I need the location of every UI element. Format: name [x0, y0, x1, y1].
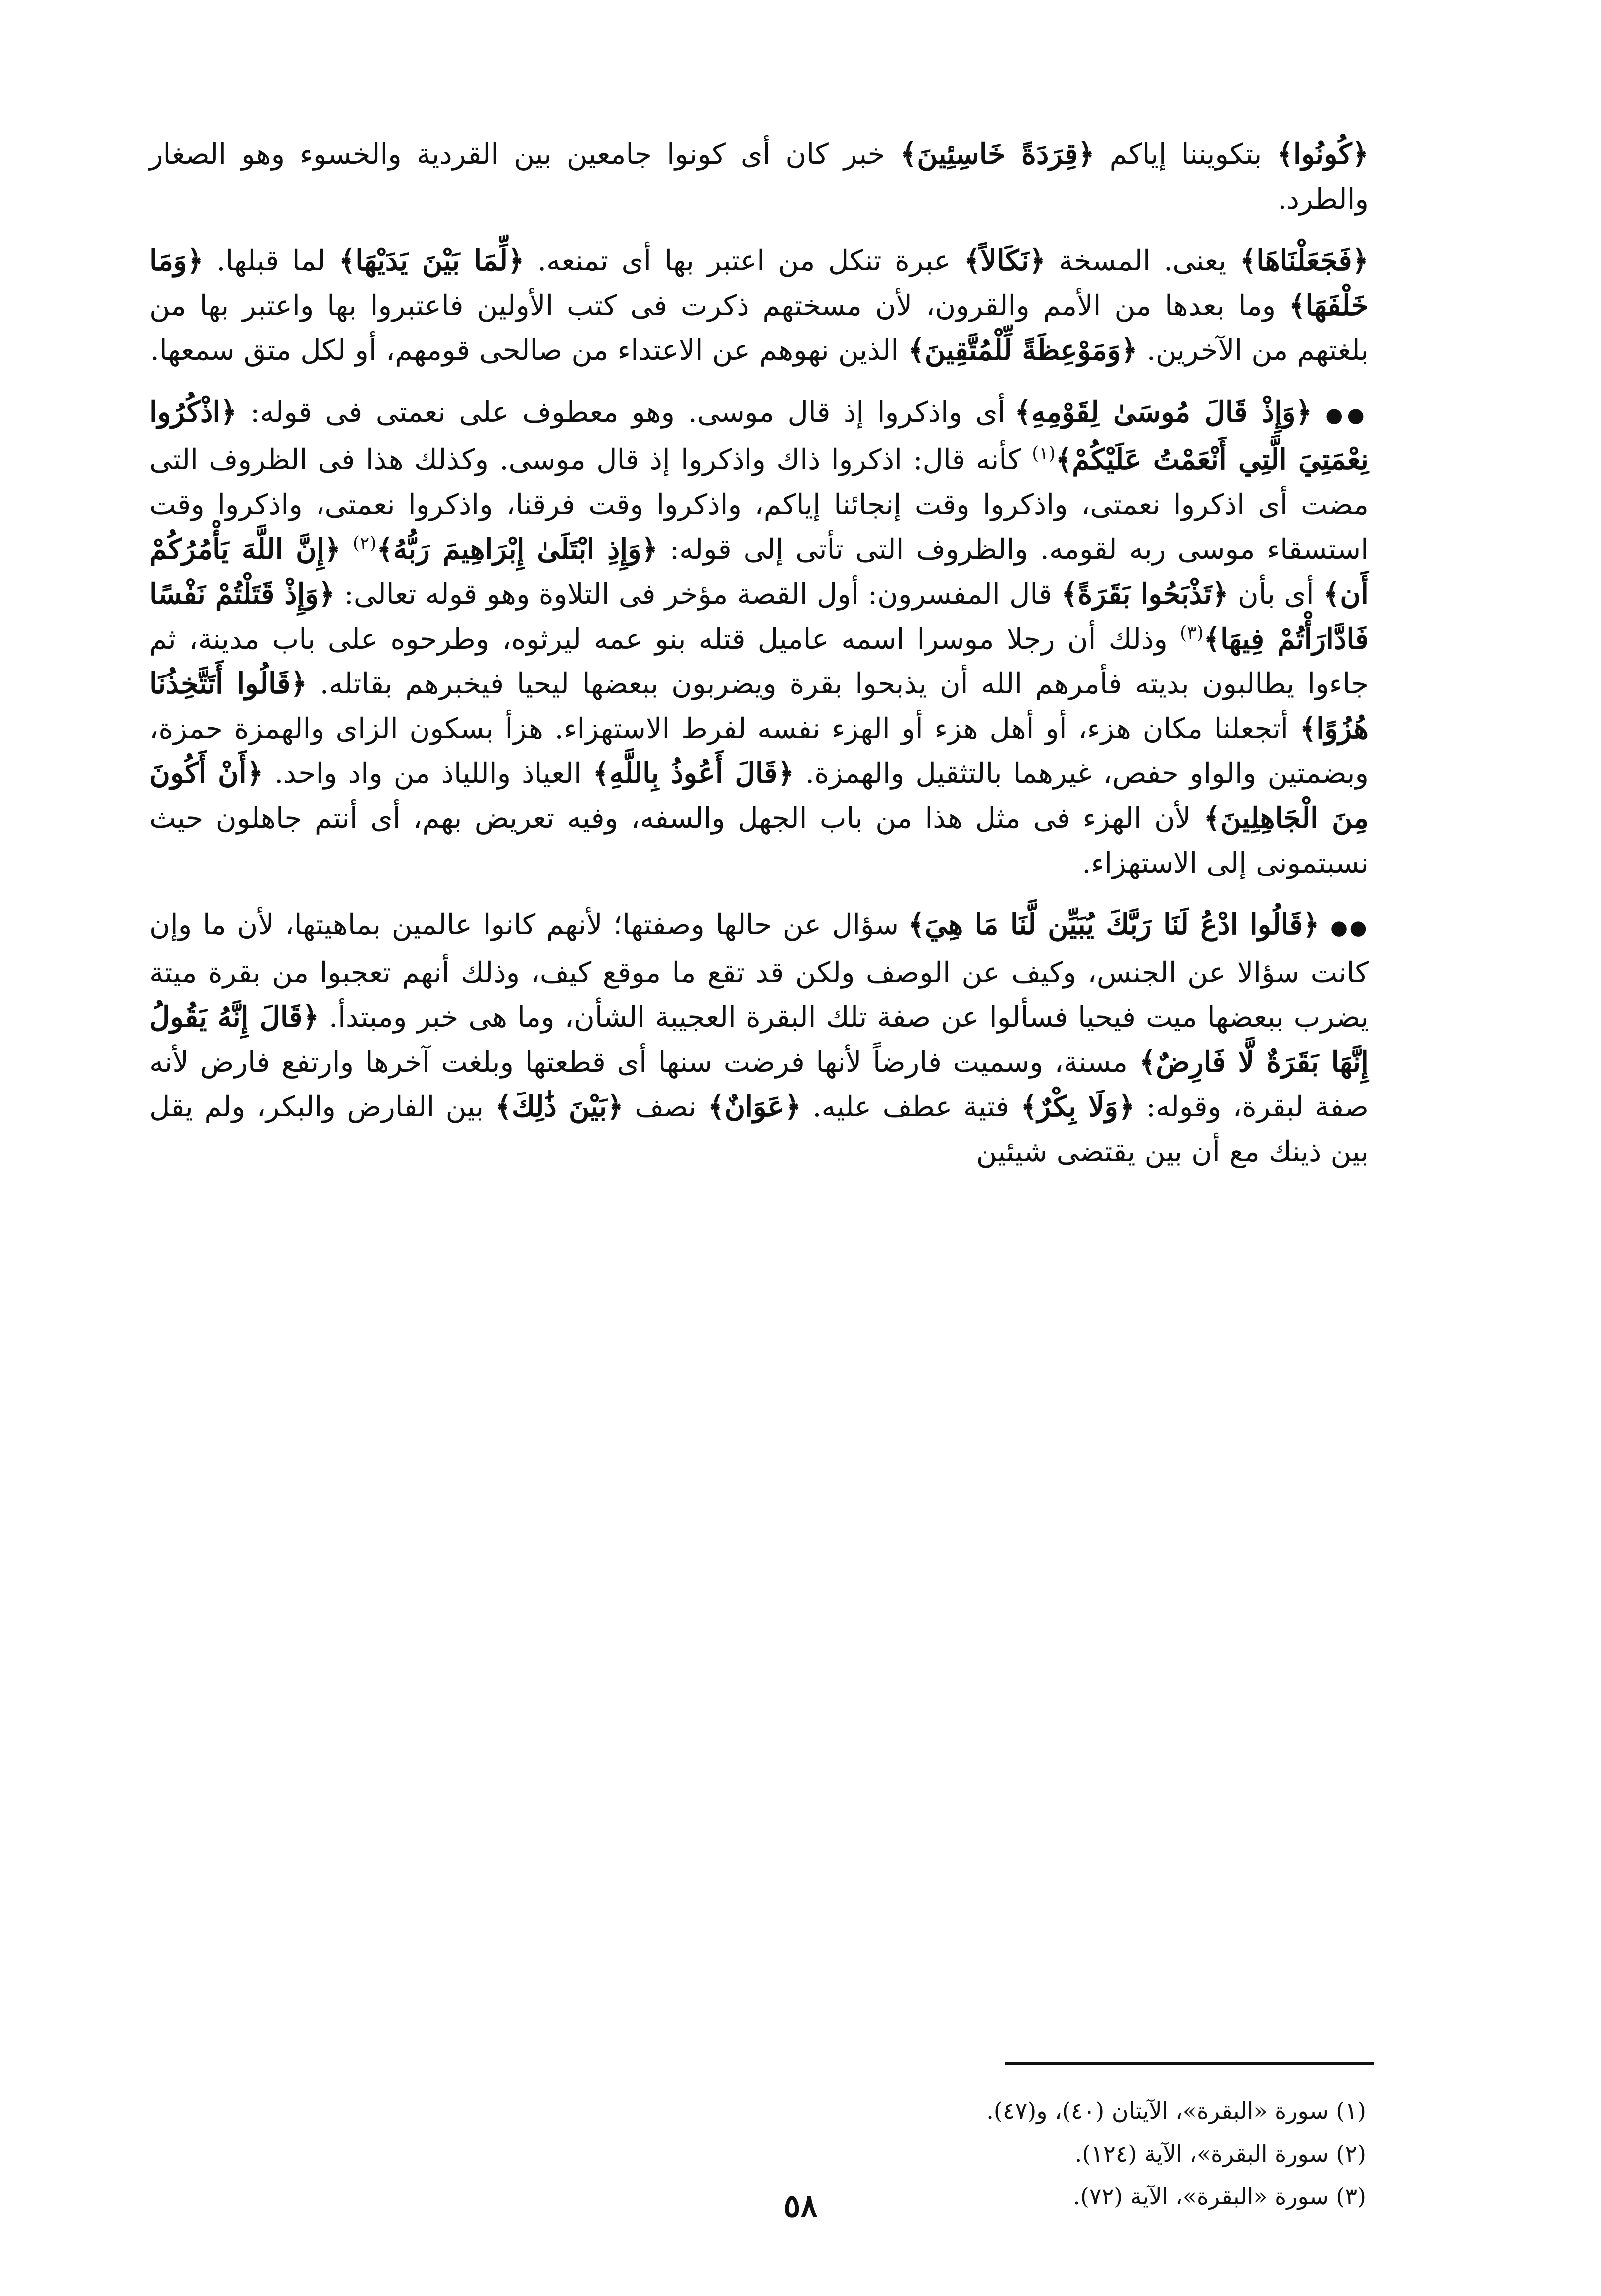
commentary-text: وذلك أن رجلا موسرا اسمه عاميل قتله بنو عمه ليرثوه، وطرحوه على باب مدينة، ثم جاءوا يطالبون بديته فأمرهم الله أن يذبحوا بقرة ويضربون ببعضها ليحيا فيخبرهم بقاتله.: [149, 623, 1369, 700]
commentary-text: لما قبلها.: [203, 244, 339, 277]
bullet-marker: ●●: [1325, 403, 1369, 427]
quran-quote: ﴿وَمَوْعِظَةً لِّلْمُتَّقِينَ﴾: [908, 333, 1138, 367]
quran-quote: ﴿بَيْنَ ذَٰلِكَ﴾: [495, 1090, 624, 1123]
commentary-text: أى واذكروا إذ قال موسى. وهو معطوف على نعمتى فى قوله:: [237, 396, 1015, 429]
commentary-text: بتكويننا إياكم: [1094, 138, 1277, 171]
quran-quote: ﴿كُونُوا﴾: [1277, 137, 1369, 171]
commentary-text: بين الفارض والبكر، ولم يقل بين ذينك مع أن بين يقتضى شيئين: [149, 1091, 1369, 1168]
quran-quote: ﴿قَالُوا ادْعُ لَنَا رَبَّكَ يُبَيِّن لَّنَا مَا هِيَ﴾: [908, 908, 1320, 941]
commentary-text: الذين نهوهم عن الاعتداء من صالحى قومهم، أو لكل متق سمعها.: [150, 334, 908, 367]
quran-quote: ﴿قَالُوا أَتَتَّخِذُنَا هُزُوًا﴾: [149, 667, 1369, 745]
quran-quote: ﴿قَالَ أَعُوذُ بِاللَّهِ﴾: [592, 757, 794, 790]
commentary-text: يعنى. المسخة: [1045, 244, 1240, 277]
quran-quote: ﴿تَذْبَحُوا بَقَرَةً﴾: [1061, 577, 1229, 611]
footnote-3: (٣) سورة «البقرة»، الآية (٧٢).: [1073, 2183, 1366, 2210]
quran-quote: ﴿نَكَالاً﴾: [963, 244, 1046, 277]
commentary-text: العياذ واللياذ من واد واحد.: [263, 757, 593, 790]
commentary-text: عبرة تنكل من اعتبر بها أى تمنعه.: [524, 244, 964, 277]
quran-quote: ﴿وَإِذْ قَالَ مُوسَىٰ لِقَوْمِهِ﴾: [1014, 395, 1312, 429]
quran-quote: ﴿قَالَ إِنَّهُ يَقُولُ إِنَّهَا بَقَرَةٌ لَّا فَارِضٌ﴾: [149, 1000, 1369, 1079]
paragraph-1: [149, 132, 1369, 221]
commentary-text: أى بأن: [1228, 578, 1323, 611]
quran-quote: ﴿وَمَا خَلْفَهَا﴾: [149, 244, 1369, 322]
footnote-1: (١) سورة «البقرة»، الآيتان (٤٠)، و(٤٧).: [986, 2097, 1366, 2124]
paragraph-4: [149, 902, 1369, 1174]
quran-quote: ﴿إِنَّ اللَّهَ يَأْمُرُكُمْ أَن﴾: [149, 533, 1369, 611]
quran-quote: ﴿وَلَا بِكْرٌ﴾: [1020, 1090, 1135, 1123]
paragraph-3: [149, 390, 1369, 885]
quran-quote: ﴿فَجَعَلْنَاهَا﴾: [1239, 244, 1369, 277]
commentary-text: وما بعدها من الأمم والقرون، لأن مسختهم ذكرت فى كتب الأولين فاعتبروا بها واعتبر بها من بلغتهم من الآخرين.: [149, 289, 1369, 367]
quran-quote: ﴿لِّمَا بَيْنَ يَدَيْهَا﴾: [338, 244, 525, 277]
commentary-text: خبر كان أى كونوا جامعين بين القردية والخسوء وهو الصغار والطرد.: [149, 138, 1369, 216]
footnote-ref: (١): [1032, 443, 1056, 464]
quran-quote: ﴿وَإِذْ قَتَلْتُمْ نَفْسًا فَادَّارَأْتُمْ فِيهَا﴾: [149, 577, 1369, 656]
footnote-ref: (٣): [1180, 623, 1204, 643]
commentary-text: [341, 533, 353, 566]
commentary-text: لأن الهزء فى مثل هذا من باب الجهل والسفه، وفيه تعريض بهم، أى أنتم جاهلون حيث نسبتمونى إلى الاستهزاء.: [149, 802, 1369, 879]
paragraph-2: [149, 238, 1369, 373]
commentary-text: فتية عطف عليه.: [801, 1091, 1021, 1123]
commentary-text: نصف: [623, 1091, 708, 1123]
commentary-text: مسنة، وسميت فارضاً لأنها فرضت سنها أى قطعتها وبلغت آخرها وارتفع فارض لأنه صفة لبقرة، وقوله:: [149, 1046, 1369, 1123]
footnote-ref: (٢): [353, 533, 377, 553]
bullet-marker: ●●: [1330, 916, 1369, 939]
footnote-2: (٢) سورة البقرة»، الآية (١٢٤).: [1074, 2140, 1366, 2167]
quran-quote: ﴿قِرَدَةً خَاسِئِينَ﴾: [900, 137, 1095, 171]
commentary-text: سؤال عن حالها وصفتها؛ لأنهم كانوا عالمين بماهيتها، لأن ما وإن كانت سؤالا عن الجنس، وكيف عن الوصف ولكن قد تقع ما موقع كيف، وذلك أنهم تعجبوا من بقرة ميتة يضرب ببعضها ميت فيحيا فسألوا عن صفة تلك البقرة العجيبة الشأن، وما هى خبر ومبتدأ.: [149, 908, 1369, 1034]
commentary-text: كأنه قال: اذكروا ذاك واذكروا إذ قال موسى. وكذلك هذا فى الظروف التى مضت أى اذكروا نعمتى، واذكروا وقت إنجائنا إياكم، واذكروا وقت فرقنا، واذكروا نعمتى، واذكروا وقت استسقاء موسى ربه لقومه. والظروف التى تأتى إلى قوله:: [149, 443, 1369, 566]
quran-quote: ﴿وَإِذِ ابْتَلَىٰ إِبْرَاهِيمَ رَبُّهُ﴾: [376, 533, 658, 566]
commentary-text: أتجعلنا مكان هزء، أو أهل هزء أو الهزء نفسه لفرط الاستهزاء. هزأ بسكون الزاى والهمزة حمزة، وبضمتين والواو حفص، غيرهما بالتثقيل والهمزة.: [149, 712, 1369, 790]
page-number: ٥٨: [783, 2187, 818, 2225]
commentary-text: قال المفسرون: أول القصة مؤخر فى التلاوة وهو قوله تعالى:: [335, 578, 1062, 611]
main-text: [149, 132, 1369, 1174]
footnote-divider: [1005, 2062, 1374, 2065]
quran-quote: ﴿اذْكُرُوا نِعْمَتِيَ الَّتِي أَنْعَمْتُ عَلَيْكُمْ﴾: [149, 395, 1369, 476]
quran-quote: ﴿عَوَانٌ﴾: [708, 1090, 801, 1123]
quran-quote: ﴿أَنْ أَكُونَ مِنَ الْجَاهِلِينَ﴾: [149, 757, 1369, 835]
